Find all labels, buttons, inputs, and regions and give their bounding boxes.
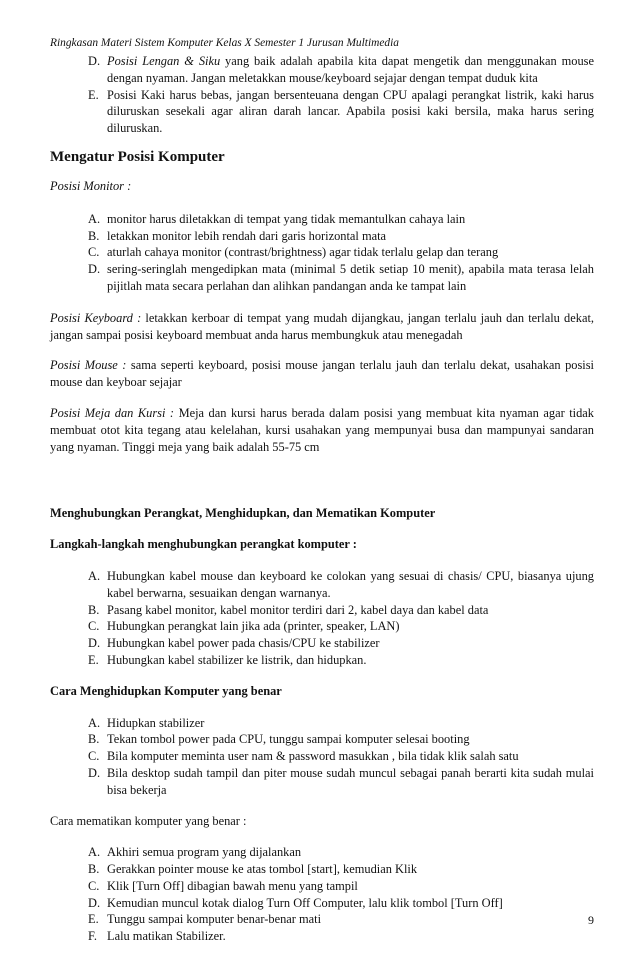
page-number: 9	[588, 913, 594, 927]
connect-list	[50, 568, 594, 669]
list-marker: C.	[88, 878, 100, 893]
list-marker: B.	[88, 228, 100, 243]
monitor-list	[50, 211, 594, 295]
list-item	[88, 748, 594, 765]
list-item	[88, 53, 594, 87]
list-marker: B.	[88, 602, 100, 617]
keyboard-text: letakkan kerboar di tempat yang mudah dijangkau, jangan terlalu jauh dan terlalu dekat, jangan sampai posisi keyboard membuat anda harus membungkuk atau menegadah	[50, 310, 594, 342]
mouse-label: Posisi Mouse :	[50, 358, 127, 373]
list-marker: C.	[88, 245, 100, 260]
list-item	[88, 765, 594, 799]
list-marker: A.	[88, 845, 101, 860]
list-item	[88, 844, 594, 861]
list-item-text: Akhiri semua program yang dijalankan	[107, 845, 302, 860]
list-item	[88, 652, 594, 669]
list-item-text: Tunggu sampai komputer benar-benar mati	[107, 912, 322, 927]
list-item-text: Tekan tombol power pada CPU, tunggu sampai komputer selesai booting	[107, 732, 470, 747]
list-item-text: Hubungkan perangkat lain jika ada (printer, speaker, LAN)	[107, 619, 400, 634]
list-item-text: Hubungkan kabel power pada chasis/CPU ke stabilizer	[107, 636, 380, 651]
list-marker: A.	[88, 211, 101, 226]
section-heading-menghubungkan: Menghubungkan Perangkat, Menghidupkan, dan Mematikan Komputer	[50, 506, 436, 521]
list-marker: C.	[88, 619, 100, 634]
list-marker: E.	[88, 87, 99, 102]
mouse-text: sama seperti keyboard, posisi mouse jangan terlalu jauh dan terlalu dekat, usahakan posisi mouse dan keyboar sejajar	[50, 358, 594, 390]
power-on-list	[50, 715, 594, 799]
list-item	[88, 87, 594, 137]
list-marker: D.	[88, 636, 101, 651]
list-item-text: Hidupkan stabilizer	[107, 715, 205, 730]
list-item	[88, 731, 594, 748]
list-marker: A.	[88, 568, 101, 583]
list-marker: B.	[88, 862, 100, 877]
list-item	[88, 895, 594, 912]
list-marker: D.	[88, 765, 101, 780]
list-item	[88, 911, 594, 928]
power-on-label: Cara Menghidupkan Komputer yang benar	[50, 683, 282, 698]
list-item	[88, 928, 594, 945]
list-item-text: Klik [Turn Off] dibagian bawah menu yang tampil	[107, 878, 358, 893]
list-item	[88, 244, 594, 261]
intro-list	[50, 53, 594, 137]
list-marker: E.	[88, 912, 99, 927]
list-marker: C.	[88, 749, 100, 764]
keyboard-paragraph	[50, 310, 594, 344]
list-item-text: Lalu matikan Stabilizer.	[107, 929, 226, 944]
list-item	[88, 715, 594, 732]
list-item-lead: Posisi Lengan & Siku	[107, 54, 221, 68]
list-item-text: sering-seringlah mengedipkan mata (minimal 5 detik setiap 10 menit), apabila mata terasa lelah pijitlah mata secara perlahan dan alihkan pandangan anda ke tampat lain	[107, 262, 594, 293]
list-item-text: Bila desktop sudah tampil dan piter mouse sudah muncul sebagai panah berarti kita sudah mulai bisa bekerja	[107, 765, 594, 797]
list-item-text: yang baik adalah apabila kita dapat mengetik dan menggunakan mouse dengan nyaman. Jangan meletakkan mouse/keyboard sejajar dengan tempat duduk kita	[107, 54, 594, 85]
list-marker: D.	[88, 895, 101, 910]
list-item-text: letakkan monitor lebih rendah dari garis horizontal mata	[107, 228, 387, 243]
connect-label: Langkah-langkah menghubungkan perangkat komputer :	[50, 537, 357, 552]
list-marker: D.	[88, 262, 101, 277]
mouse-paragraph	[50, 357, 594, 391]
list-item-text: monitor harus diletakkan di tempat yang tidak memantulkan cahaya lain	[107, 211, 466, 226]
power-off-label: Cara mematikan komputer yang benar :	[50, 813, 247, 828]
page-content	[50, 53, 594, 945]
list-item-text: Pasang kabel monitor, kabel monitor terdiri dari 2, kabel daya dan kabel data	[107, 602, 489, 617]
list-item	[88, 261, 594, 295]
list-item-text: Posisi Kaki harus bebas, jangan bersenteuana dengan CPU apalagi perangkat listrik, kaki harus diluruskan sesekali agar aliran darah lancar. Apabila posisi kaki bersila, maka harus sering diluruskan.	[107, 87, 594, 136]
list-item	[88, 635, 594, 652]
list-item	[88, 861, 594, 878]
list-marker: D.	[88, 54, 101, 68]
list-marker: B.	[88, 732, 100, 747]
list-item	[88, 228, 594, 245]
meja-kursi-label: Posisi Meja dan Kursi :	[50, 405, 175, 420]
list-item	[88, 602, 594, 619]
monitor-label: Posisi Monitor :	[50, 178, 132, 193]
list-item	[88, 211, 594, 228]
list-marker: F.	[88, 929, 97, 944]
section-heading-posisi-komputer: Mengatur Posisi Komputer	[50, 148, 225, 165]
list-item-text: Hubungkan kabel stabilizer ke listrik, dan hidupkan.	[107, 652, 367, 667]
keyboard-label: Posisi Keyboard :	[50, 310, 142, 325]
list-marker: A.	[88, 715, 101, 730]
list-item-text: aturlah cahaya monitor (contrast/brightness) agar tidak terlalu gelap dan terang	[107, 245, 499, 260]
list-marker: E.	[88, 652, 99, 667]
list-item-text: Hubungkan kabel mouse dan keyboard ke colokan yang sesuai di chasis/ CPU, biasanya ujung kabel berwarna, sesuaikan dengan warnanya.	[107, 568, 594, 600]
list-item	[88, 878, 594, 895]
list-item-text: Bila komputer meminta user nam & password masukkan , bila tidak klik salah satu	[107, 749, 519, 764]
meja-kursi-paragraph	[50, 405, 594, 455]
running-header: Ringkasan Materi Sistem Komputer Kelas X Semester 1 Jurusan Multimedia	[50, 37, 399, 49]
list-item	[88, 618, 594, 635]
list-item-text: Kemudian muncul kotak dialog Turn Off Computer, lalu klik tombol [Turn Off]	[107, 895, 503, 910]
list-item-text: Gerakkan pointer mouse ke atas tombol [start], kemudian Klik	[107, 862, 418, 877]
list-item	[88, 568, 594, 602]
power-off-list	[50, 844, 594, 945]
meja-kursi-text: Meja dan kursi harus berada dalam posisi yang membuat kita nyaman agar tidak membuat otot kita tegang atau kelelahan, kursi usahakan yang mempunyai busa dan mampunyai sandaran yang nyaman. Tinggi meja yang baik adalah 55-75 cm	[50, 405, 594, 454]
